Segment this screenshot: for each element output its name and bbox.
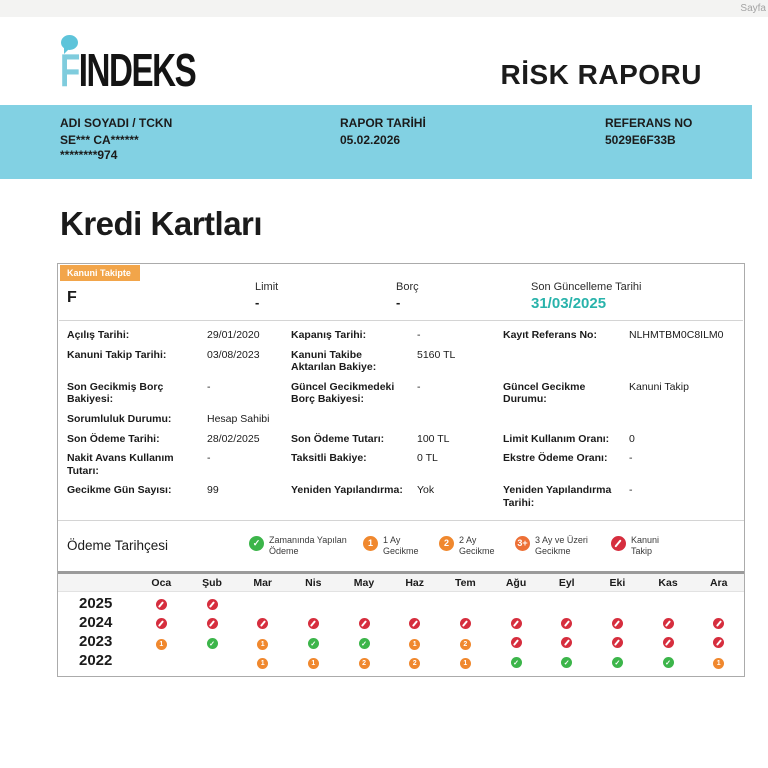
payment-cell — [491, 652, 542, 670]
payment-cell — [389, 633, 440, 651]
detail-value: Yok — [417, 484, 435, 497]
detail-value: NLHMTBM0C8ILM0 — [629, 329, 724, 341]
summary-value: - — [396, 295, 401, 310]
payment-cell — [592, 614, 643, 632]
payment-status-d1-icon: 1 — [156, 639, 167, 650]
slash-glyph — [614, 620, 620, 627]
month-header: Nis — [305, 577, 322, 590]
payment-status-ok-icon: ✓ — [207, 638, 218, 649]
info-band-value: 05.02.2026 — [340, 133, 401, 147]
year-label: 2022 — [79, 651, 113, 669]
detail-value: 28/02/2025 — [207, 432, 260, 445]
detail-label: Kanuni Takibe Aktarılan Bakiye: — [291, 348, 377, 374]
month-header: Eyl — [558, 577, 575, 590]
payment-cell — [187, 595, 238, 613]
payment-status-kt-icon — [156, 599, 167, 610]
payment-legend — [249, 535, 734, 558]
payment-rows — [58, 592, 744, 676]
report-sheet — [0, 17, 752, 677]
payment-status-ok-icon: ✓ — [359, 638, 370, 649]
status-badge: Kanuni Takipte — [60, 265, 140, 281]
page-number-label: Sayfa — [740, 3, 766, 14]
year-cell — [58, 652, 136, 670]
month-header: Ara — [709, 577, 728, 590]
payment-status-kt-icon — [611, 536, 626, 551]
payment-cell — [440, 614, 491, 632]
info-band-label: ADI SOYADI / TCKN — [60, 116, 173, 130]
section-title: Kredi Kartları — [60, 205, 263, 242]
slash-glyph — [665, 639, 671, 646]
slash-glyph — [310, 620, 316, 627]
payment-status-ok-icon: ✓ — [511, 657, 522, 668]
legend-label: 1 Ay Gecikme — [383, 534, 419, 556]
findeks-logo — [60, 44, 248, 96]
detail-label: Son Gecikmiş Borç Bakiyesi: — [67, 380, 164, 406]
payment-cell — [440, 633, 491, 651]
slash-glyph — [615, 539, 622, 547]
payment-status-d1-icon: 1 — [308, 658, 319, 669]
legend-label: Zamanında Yapılan Ödeme — [269, 534, 347, 556]
payment-status-kt-icon — [460, 618, 471, 629]
payment-cell — [339, 633, 390, 651]
page-top-strip — [0, 0, 768, 17]
info-band-label: REFERANS NO — [605, 116, 693, 130]
detail-value: - — [417, 329, 421, 341]
report-header — [0, 17, 752, 105]
detail-value: 99 — [207, 484, 219, 497]
detail-label: Son Ödeme Tutarı: — [291, 432, 385, 445]
institution-name: F — [67, 289, 77, 306]
payment-cell — [237, 614, 288, 632]
summary-field — [531, 281, 641, 312]
legend-item — [439, 535, 501, 558]
payment-cell — [187, 614, 238, 632]
legend-item — [249, 535, 349, 558]
payment-status-d1-icon: 1 — [713, 658, 724, 669]
detail-value: - — [629, 484, 633, 497]
credit-card-record — [57, 263, 745, 677]
detail-label: Açılış Tarihi: — [67, 329, 130, 341]
detail-value: 03/08/2023 — [207, 348, 260, 361]
payment-status-ok-icon: ✓ — [612, 657, 623, 668]
payment-cell — [592, 652, 643, 670]
card-details-grid — [58, 321, 744, 520]
payment-status-kt-icon — [511, 637, 522, 648]
payment-cell — [541, 614, 592, 632]
summary-value: 31/03/2025 — [531, 295, 607, 312]
payment-status-kt-icon — [207, 599, 218, 610]
payment-cell — [693, 652, 744, 670]
payment-status-d2-icon: 2 — [460, 639, 471, 650]
year-cell — [58, 633, 136, 651]
info-band-field — [340, 116, 605, 163]
detail-label: Son Ödeme Tarihi: — [67, 432, 160, 445]
payment-status-d2-icon: 2 — [359, 658, 370, 669]
detail-label: Güncel Gecikmedeki Borç Bakiyesi: — [291, 380, 395, 406]
month-header: Haz — [405, 577, 425, 590]
payment-status-kt-icon — [713, 618, 724, 629]
slash-glyph — [513, 620, 519, 627]
detail-label: Taksitli Bakiye: — [291, 452, 367, 465]
detail-label: Yeniden Yapılandırma Tarihi: — [503, 484, 612, 509]
payment-status-d1-icon: 1 — [460, 658, 471, 669]
payment-status-kt-icon — [156, 618, 167, 629]
year-cell — [58, 614, 136, 632]
payment-cell — [136, 633, 187, 651]
payment-cell — [643, 614, 694, 632]
payment-cell — [339, 652, 390, 670]
payment-cell — [491, 633, 542, 651]
slash-glyph — [209, 620, 215, 627]
month-header: Mar — [253, 577, 273, 590]
payment-status-ok-icon: ✓ — [561, 657, 572, 668]
info-band-value: 5029E6F33B — [605, 133, 676, 147]
detail-label: Kapanış Tarihi: — [291, 329, 367, 341]
slash-glyph — [564, 639, 570, 646]
payment-cell — [288, 614, 339, 632]
payment-cell — [693, 633, 744, 651]
payment-year-row — [58, 594, 744, 613]
info-band-label: RAPOR TARİHİ — [340, 116, 426, 130]
payment-cell — [288, 652, 339, 670]
detail-value — [629, 349, 729, 374]
payment-status-kt-icon — [713, 637, 724, 648]
payment-status-ok-icon: ✓ — [663, 657, 674, 668]
payment-status-kt-icon — [663, 618, 674, 629]
payment-cell — [541, 633, 592, 651]
payment-status-d1-icon: 1 — [257, 639, 268, 650]
month-header: Şub — [202, 577, 222, 590]
payment-cell — [237, 652, 288, 670]
summary-label: Limit — [255, 281, 279, 293]
month-header: Tem — [454, 577, 476, 590]
year-label: 2024 — [79, 613, 113, 631]
detail-value: 29/01/2020 — [207, 329, 260, 341]
detail-value: - — [629, 452, 633, 465]
payment-status-kt-icon — [612, 618, 623, 629]
slash-glyph — [564, 620, 570, 627]
payment-cell — [136, 614, 187, 632]
slash-glyph — [209, 601, 215, 608]
payment-cell — [643, 633, 694, 651]
payment-status-kt-icon — [511, 618, 522, 629]
detail-label: Güncel Gecikme Durumu: — [503, 380, 586, 406]
detail-label — [503, 413, 629, 426]
legend-label: 3 Ay ve Üzeri Gecikme — [535, 534, 588, 556]
findeks-logo-rest: INDEKS — [78, 44, 196, 96]
info-band-value: ********974 — [60, 148, 118, 162]
year-label: 2023 — [79, 632, 113, 650]
detail-label: Limit Kullanım Oranı: — [503, 432, 610, 445]
detail-label — [503, 349, 629, 374]
detail-value: 0 — [629, 432, 635, 445]
months-header-spacer — [58, 577, 136, 589]
payment-status-kt-icon — [207, 618, 218, 629]
info-band-field — [605, 116, 702, 163]
detail-value: Hesap Sahibi — [207, 412, 270, 425]
payment-cell — [440, 652, 491, 670]
payment-cell — [136, 595, 187, 613]
payment-history-bar — [58, 520, 744, 572]
detail-value — [629, 413, 729, 426]
month-header: Eki — [609, 577, 626, 590]
slash-glyph — [412, 620, 418, 627]
payment-status-kt-icon — [409, 618, 420, 629]
year-cell — [58, 595, 136, 613]
payment-cell — [541, 652, 592, 670]
payment-cell — [339, 614, 390, 632]
payment-status-ok-icon: ✓ — [308, 638, 319, 649]
summary-field — [396, 281, 531, 312]
report-title: RİSK RAPORU — [500, 59, 702, 90]
payment-status-kt-icon — [561, 637, 572, 648]
payment-cell — [237, 633, 288, 651]
payment-year-row — [58, 632, 744, 651]
legend-item — [611, 535, 669, 558]
summary-value: - — [255, 295, 260, 310]
slash-glyph — [665, 620, 671, 627]
payment-status-d2-icon: 2 — [439, 536, 454, 551]
summary-label: Borç — [396, 281, 419, 293]
payment-status-d1-icon: 1 — [363, 536, 378, 551]
payment-status-d1-icon: 1 — [409, 639, 420, 650]
payment-status-d2-icon: 2 — [409, 658, 420, 669]
info-band — [0, 105, 752, 179]
month-header: Oca — [151, 577, 172, 590]
payment-status-d3-icon: 3+ — [515, 536, 530, 551]
slash-glyph — [716, 620, 722, 627]
payment-status-kt-icon — [612, 637, 623, 648]
payment-status-d1-icon: 1 — [257, 658, 268, 669]
findeks-logo-f: F — [60, 44, 79, 96]
payment-year-row — [58, 651, 744, 670]
payment-status-kt-icon — [359, 618, 370, 629]
payment-status-ok-icon: ✓ — [249, 536, 264, 551]
detail-label: Yeniden Yapılandırma: — [291, 484, 403, 497]
detail-value: Kanuni Takip — [629, 380, 689, 393]
detail-label: Nakit Avans Kullanım Tutarı: — [67, 452, 174, 477]
detail-value: 5160 TL — [417, 348, 456, 361]
payment-cell — [693, 614, 744, 632]
payment-cell — [288, 633, 339, 651]
payment-cell — [643, 652, 694, 670]
detail-label: Kanuni Takip Tarihi: — [67, 348, 167, 361]
slash-glyph — [614, 639, 620, 646]
month-header: Kas — [658, 577, 678, 590]
detail-label: Kayıt Referans No: — [503, 329, 597, 341]
detail-value: - — [207, 452, 211, 465]
slash-glyph — [716, 639, 722, 646]
detail-label: Ekstre Ödeme Oranı: — [503, 452, 608, 465]
slash-glyph — [158, 620, 164, 627]
slash-glyph — [260, 620, 266, 627]
legend-label: 2 Ay Gecikme — [459, 534, 495, 556]
payment-status-kt-icon — [663, 637, 674, 648]
detail-value: - — [207, 380, 211, 393]
slash-glyph — [513, 639, 519, 646]
payment-cell — [389, 614, 440, 632]
payment-status-kt-icon — [257, 618, 268, 629]
detail-label — [291, 413, 417, 426]
payment-cell — [592, 633, 643, 651]
detail-value: 100 TL — [417, 432, 450, 445]
detail-label: Sorumluluk Durumu: — [67, 412, 172, 425]
summary-label: Son Güncelleme Tarihi — [531, 281, 642, 293]
payment-year-row — [58, 613, 744, 632]
detail-label: Gecikme Gün Sayısı: — [67, 484, 172, 497]
legend-label: Kanuni Takip — [631, 534, 660, 556]
card-summary-row — [58, 264, 744, 320]
year-label: 2025 — [79, 594, 113, 612]
legend-item — [515, 535, 597, 558]
slash-glyph — [361, 620, 367, 627]
payment-cell — [187, 633, 238, 651]
payment-months-header — [58, 571, 744, 592]
info-band-value: SE*** CA****** — [60, 133, 139, 147]
slash-glyph — [462, 620, 468, 627]
findeks-logo-text — [60, 44, 196, 96]
summary-field — [255, 281, 396, 312]
payment-status-kt-icon — [308, 618, 319, 629]
legend-item — [363, 535, 425, 558]
detail-value: - — [417, 380, 421, 393]
payment-history-title: Ödeme Tarihçesi — [67, 538, 169, 554]
month-header: May — [353, 577, 375, 590]
slash-glyph — [158, 601, 164, 608]
payment-cell — [389, 652, 440, 670]
payment-cell — [491, 614, 542, 632]
detail-value: 0 TL — [417, 452, 438, 465]
detail-value — [417, 413, 503, 426]
month-header: Ağu — [505, 577, 527, 590]
payment-status-kt-icon — [561, 618, 572, 629]
info-band-field — [60, 116, 340, 163]
